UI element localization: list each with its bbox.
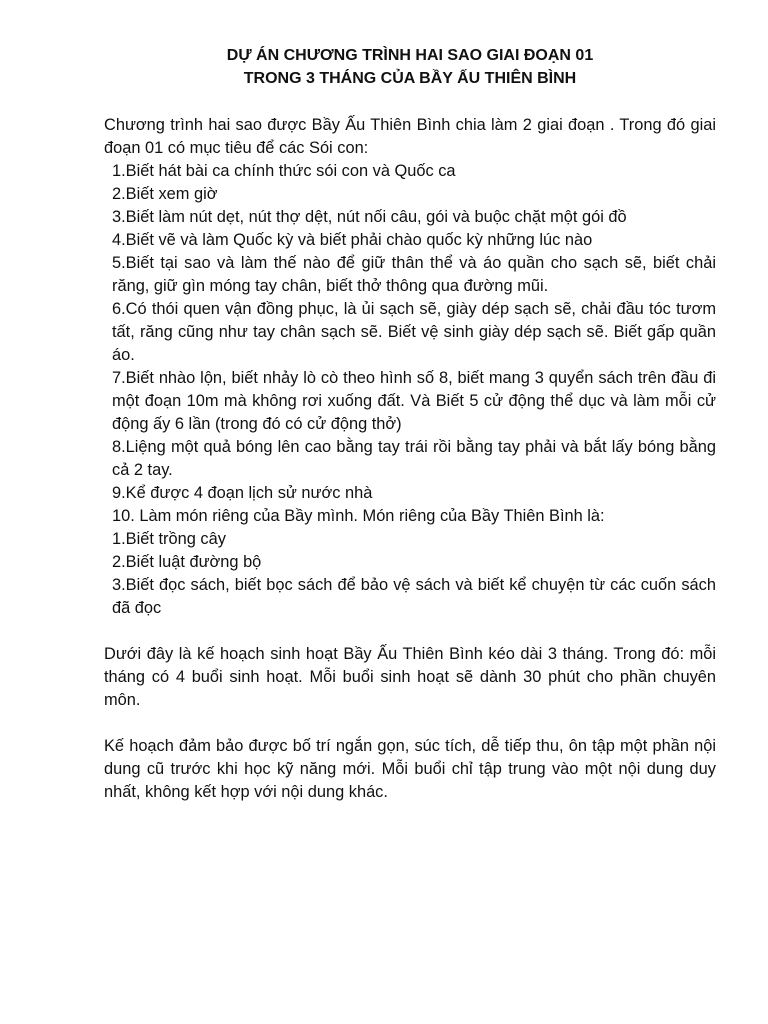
list-item: 7.Biết nhào lộn, biết nhảy lò cò theo hình số 8, biết mang 3 quyển sách trên đầu đi một đoạn 10m mà không rơi xuống đất. Và Biết 5 cử động thể dục và làm mỗi cử động ấy 6 lần (trong đó có cử động thở) [112,369,716,433]
title-line-2: TRONG 3 THÁNG CỦA BẦY ẤU THIÊN BÌNH [243,70,577,87]
document-title [104,44,716,90]
spacer [104,620,716,643]
plan-paragraph: Dưới đây là kế hoạch sinh hoạt Bầy Ấu Thiên Bình kéo dài 3 tháng. Trong đó: mỗi tháng có 4 buổi sinh hoạt. Mỗi buổi sinh hoạt sẽ dành 30 phút cho phần chuyên môn. [104,645,716,709]
list-item: 3.Biết đọc sách, biết bọc sách để bảo vệ sách và biết kể chuyện từ các cuốn sách đã đọc [112,576,716,617]
list-item: 4.Biết vẽ và làm Quốc kỳ và biết phải chào quốc kỳ những lúc nào [112,231,593,249]
list-item: 9.Kể được 4 đoạn lịch sử nước nhà [112,484,373,502]
list-item: 6.Có thói quen vận đồng phục, là ủi sạch sẽ, giày dép sạch sẽ, chải đầu tóc tươm tất, răng cũng như tay chân sạch sẽ. Biết vệ sinh giày dép sạch sẽ. Biết gấp quần áo. [112,300,716,364]
list-item: 8.Liệng một quả bóng lên cao bằng tay trái rồi bằng tay phải và bắt lấy bóng bằng cả 2 tay. [112,438,716,479]
document-page [104,44,716,804]
list-item: 1.Biết hát bài ca chính thức sói con và Quốc ca [112,162,456,180]
title-line-1: DỰ ÁN CHƯƠNG TRÌNH HAI SAO GIAI ĐOẠN 01 [226,47,594,64]
closing-paragraph: Kế hoạch đảm bảo được bố trí ngắn gọn, súc tích, dễ tiếp thu, ôn tập một phần nội dung cũ trước khi học kỹ năng mới. Mỗi buổi chỉ tập trung vào một nội dung duy nhất, không kết hợp với nội dung khác. [104,737,716,801]
list-item: 3.Biết làm nút dẹt, nút thợ dệt, nút nối câu, gói và buộc chặt một gói đồ [112,208,627,226]
goals-list [104,160,716,620]
list-item: 1.Biết trồng cây [112,530,226,548]
list-item: 10. Làm món riêng của Bầy mình. Món riêng của Bầy Thiên Bình là: [112,507,605,525]
intro-paragraph: Chương trình hai sao được Bầy Ấu Thiên Bình chia làm 2 giai đoạn . Trong đó giai đoạn 01 có mục tiêu để các Sói con: [104,116,716,157]
list-item: 5.Biết tại sao và làm thế nào để giữ thân thể và áo quần cho sạch sẽ, biết chải răng, giữ gìn móng tay chân, biết thở thông qua đường mũi. [112,254,716,295]
spacer [104,712,716,735]
list-item: 2.Biết luật đường bộ [112,553,262,571]
list-item: 2.Biết xem giờ [112,185,218,203]
